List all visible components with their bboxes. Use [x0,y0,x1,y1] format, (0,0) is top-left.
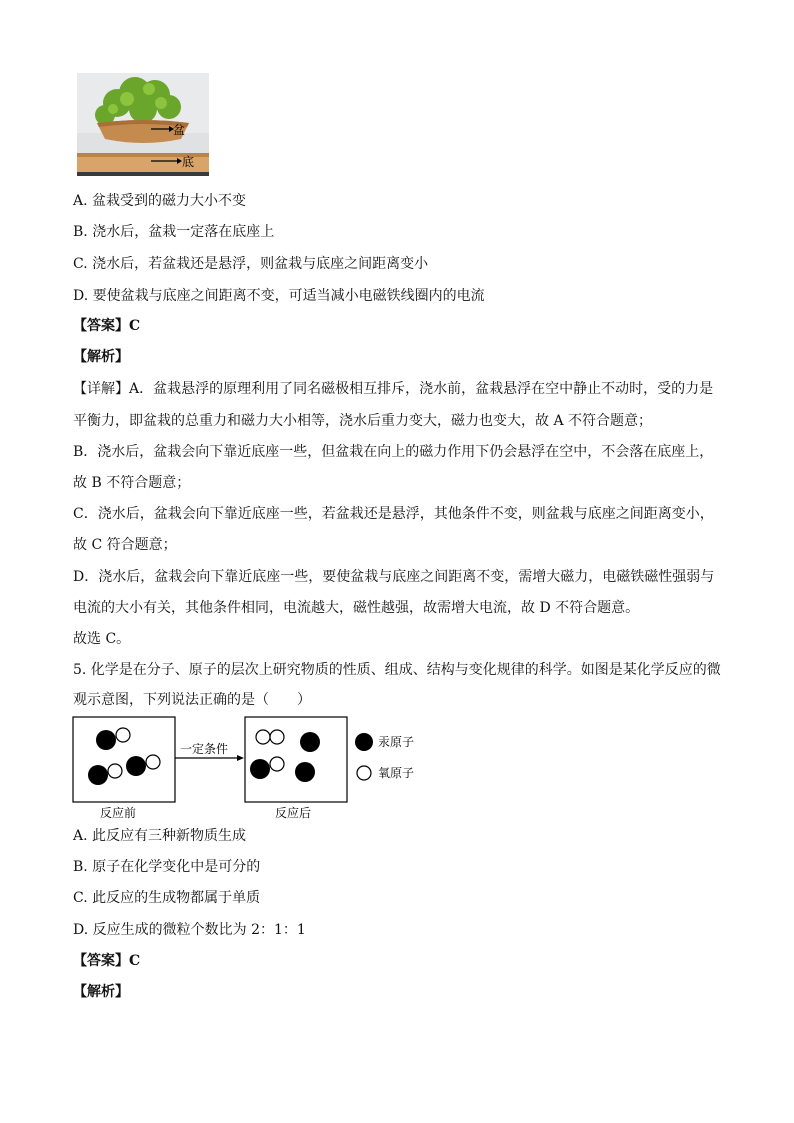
base-label: 底 [182,155,195,169]
reaction-arrow [175,741,244,761]
pot-label: 盆 [173,123,186,137]
q4-detail-line: 故 B 不符合题意； [73,475,191,491]
q4-option-a: A. 盆栽受到的磁力大小不变 [73,193,247,209]
bonsai-photo [77,73,209,176]
oxygen-atom [146,755,160,769]
legend-mercury-icon [355,733,373,751]
q4-detail-line: 电流的大小有关，其他条件相同，电流越大，磁性越强，故需增大电流，故 D 不符合题意。 [73,600,640,616]
q4-detail-line: C．浇水后，盆栽会向下靠近底座一些，若盆栽还是悬浮，其他条件不变，则盆栽与底座之间距离变小， [73,506,714,522]
q4-analysis-title: 【解析】 [73,349,129,365]
mercury-atom [88,765,108,785]
q4-detail-line: 平衡力，即盆栽的总重力和磁力大小相等，浇水后重力变大，磁力也变大，故 A 不符合题意； [73,413,653,429]
oxygen-atom [116,728,130,742]
oxygen-atom [270,730,284,744]
reaction-diagram [72,716,432,822]
arrow-condition-label: 一定条件 [180,742,229,756]
q5-answer: 【答案】C [73,953,141,969]
mercury-atom [250,759,270,779]
before-label: 反应前 [100,806,137,820]
before-box [73,717,175,802]
q4-detail-line: 【详解】A．盆栽悬浮的原理利用了同名磁极相互排斥，浇水前，盆栽悬浮在空中静止不动时，受的力是 [73,381,714,397]
mercury-atom [126,756,146,776]
q4-option-c: C. 浇水后，若盆栽还是悬浮，则盆栽与底座之间距离变小 [73,256,429,272]
mercury-atom [96,730,116,750]
q5-option-a: A. 此反应有三种新物质生成 [73,828,247,844]
mercury-atom [295,762,315,782]
legend [355,733,414,780]
q4-answer: 【答案】C [73,318,141,334]
oxygen-atom [108,764,122,778]
after-box [245,717,347,802]
mercury-atom [300,732,320,752]
q5-option-c: C. 此反应的生成物都属于单质 [73,890,261,906]
legend-oxygen-icon [357,766,371,780]
q5-stem-line: 观示意图，下列说法正确的是（ ） [73,692,311,708]
legend-oxygen-label: 氧原子 [378,766,415,780]
legend-mercury-label: 汞原子 [378,735,415,749]
q4-detail-line: B．浇水后，盆栽会向下靠近底座一些，但盆栽在向上的磁力作用下仍会悬浮在空中，不会落在底座上， [73,444,714,460]
q4-detail-line: D．浇水后，盆栽会向下靠近底座一些，要使盆栽与底座之间距离不变，需增大磁力，电磁铁磁性强弱与 [73,569,715,585]
after-label: 反应后 [275,806,312,820]
q5-stem-line: 5. 化学是在分子、原子的层次上研究物质的性质、组成、结构与变化规律的科学。如图是某化学反应的微 [73,662,721,678]
q4-option-b: B. 浇水后，盆栽一定落在底座上 [73,224,275,240]
q5-option-b: B. 原子在化学变化中是可分的 [73,859,261,875]
oxygen-atom [256,730,270,744]
q5-analysis-title: 【解析】 [73,984,129,1000]
q4-conclusion: 故选 C。 [73,631,131,647]
q5-option-d: D. 反应生成的微粒个数比为 2：1：1 [73,922,306,938]
oxygen-atom [270,757,284,771]
q4-detail-line: 故 C 符合题意； [73,537,177,553]
q4-option-d: D. 要使盆栽与底座之间距离不变，可适当减小电磁铁线圈内的电流 [73,288,485,304]
